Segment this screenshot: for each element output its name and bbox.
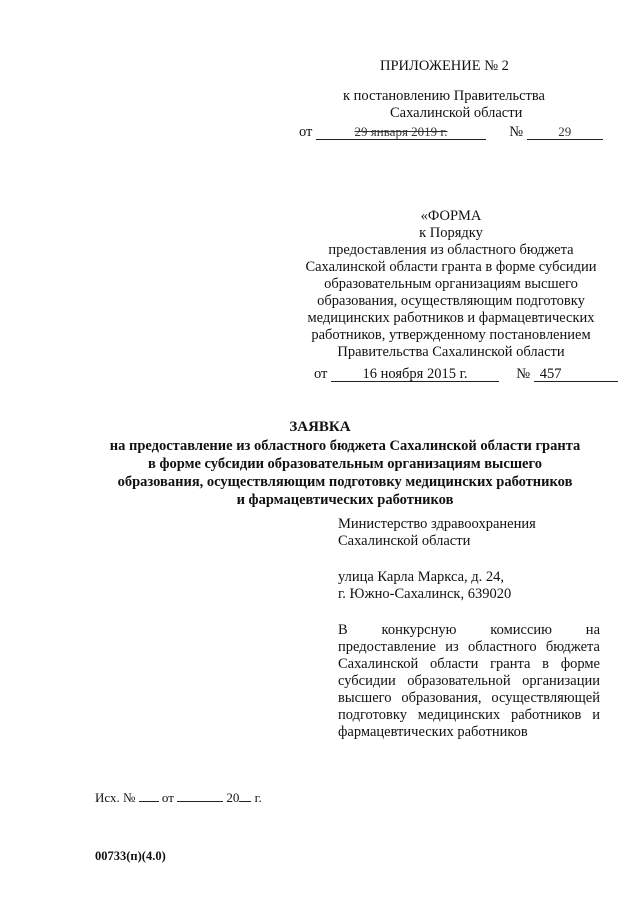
application-subtitle bbox=[95, 437, 595, 509]
outgoing-year-suffix: г. bbox=[254, 790, 262, 805]
form-date-row bbox=[314, 366, 614, 383]
form-line: к Порядку bbox=[419, 225, 483, 241]
addressee-line: Сахалинской области bbox=[338, 533, 471, 549]
form-from-label: от bbox=[314, 366, 328, 382]
outgoing-from-label: от bbox=[161, 790, 174, 805]
addressee-name bbox=[338, 516, 600, 550]
address-line: г. Южно-Сахалинск, 639020 bbox=[338, 586, 512, 602]
appendix-line2: Сахалинской области bbox=[390, 105, 523, 121]
subtitle-line: на предоставление из областного бюджета Сахалинской области гранта bbox=[109, 438, 581, 454]
outgoing-year-prefix: 20 bbox=[226, 790, 240, 805]
appendix-date-value: 29 января 2019 г. bbox=[316, 125, 486, 140]
commission-text: В конкурсную комиссию на предоставление из областного бюджета Сахалинской области гранта в форме субсидии образовательной организации высшего образования, осуществляющей подготовку медицинских работников и фармацевтических работников bbox=[338, 622, 600, 740]
form-line: Сахалинской области гранта в форме субсидии bbox=[305, 259, 597, 275]
application-title: ЗАЯВКА bbox=[289, 419, 351, 435]
form-line: «ФОРМА bbox=[420, 208, 482, 224]
address-line: улица Карла Маркса, д. 24, bbox=[338, 569, 505, 585]
form-line: образования, осуществляющим подготовку bbox=[317, 293, 585, 309]
outgoing-number-blank bbox=[139, 789, 159, 802]
subtitle-line: образования, осуществляющим подготовку медицинских работников bbox=[117, 474, 573, 490]
appendix-number-label: № bbox=[509, 124, 524, 140]
addressee-address bbox=[338, 569, 600, 603]
outgoing-date-blank bbox=[177, 789, 223, 802]
outgoing-year-blank bbox=[239, 789, 251, 802]
form-number-value: 457 bbox=[534, 367, 618, 382]
form-line: Правительства Сахалинской области bbox=[337, 344, 565, 360]
appendix-title: ПРИЛОЖЕНИЕ № 2 bbox=[380, 58, 509, 74]
addressee-line: Министерство здравоохранения bbox=[338, 516, 536, 532]
outgoing-label: Исх. № bbox=[95, 790, 136, 805]
document-code: 00733(п)(4.0) bbox=[95, 849, 166, 863]
form-number-label: № bbox=[516, 366, 531, 382]
appendix-from-label: от bbox=[299, 124, 313, 140]
form-date-value: 16 ноября 2015 г. bbox=[331, 367, 499, 382]
subtitle-line: в форме субсидии образовательным организациям высшего bbox=[148, 456, 542, 472]
outgoing-reference bbox=[95, 789, 262, 806]
appendix-number-value: 29 bbox=[527, 125, 603, 140]
form-line: предоставления из областного бюджета bbox=[328, 242, 574, 258]
appendix-date-row bbox=[299, 124, 619, 141]
form-reference-block bbox=[292, 208, 610, 361]
form-line: образовательным организациям высшего bbox=[324, 276, 578, 292]
form-line: работников, утвержденному постановлением bbox=[311, 327, 591, 343]
form-line: медицинских работников и фармацевтических bbox=[307, 310, 595, 326]
subtitle-line: и фармацевтических работников bbox=[236, 492, 454, 508]
appendix-line1: к постановлению Правительства bbox=[343, 88, 545, 104]
